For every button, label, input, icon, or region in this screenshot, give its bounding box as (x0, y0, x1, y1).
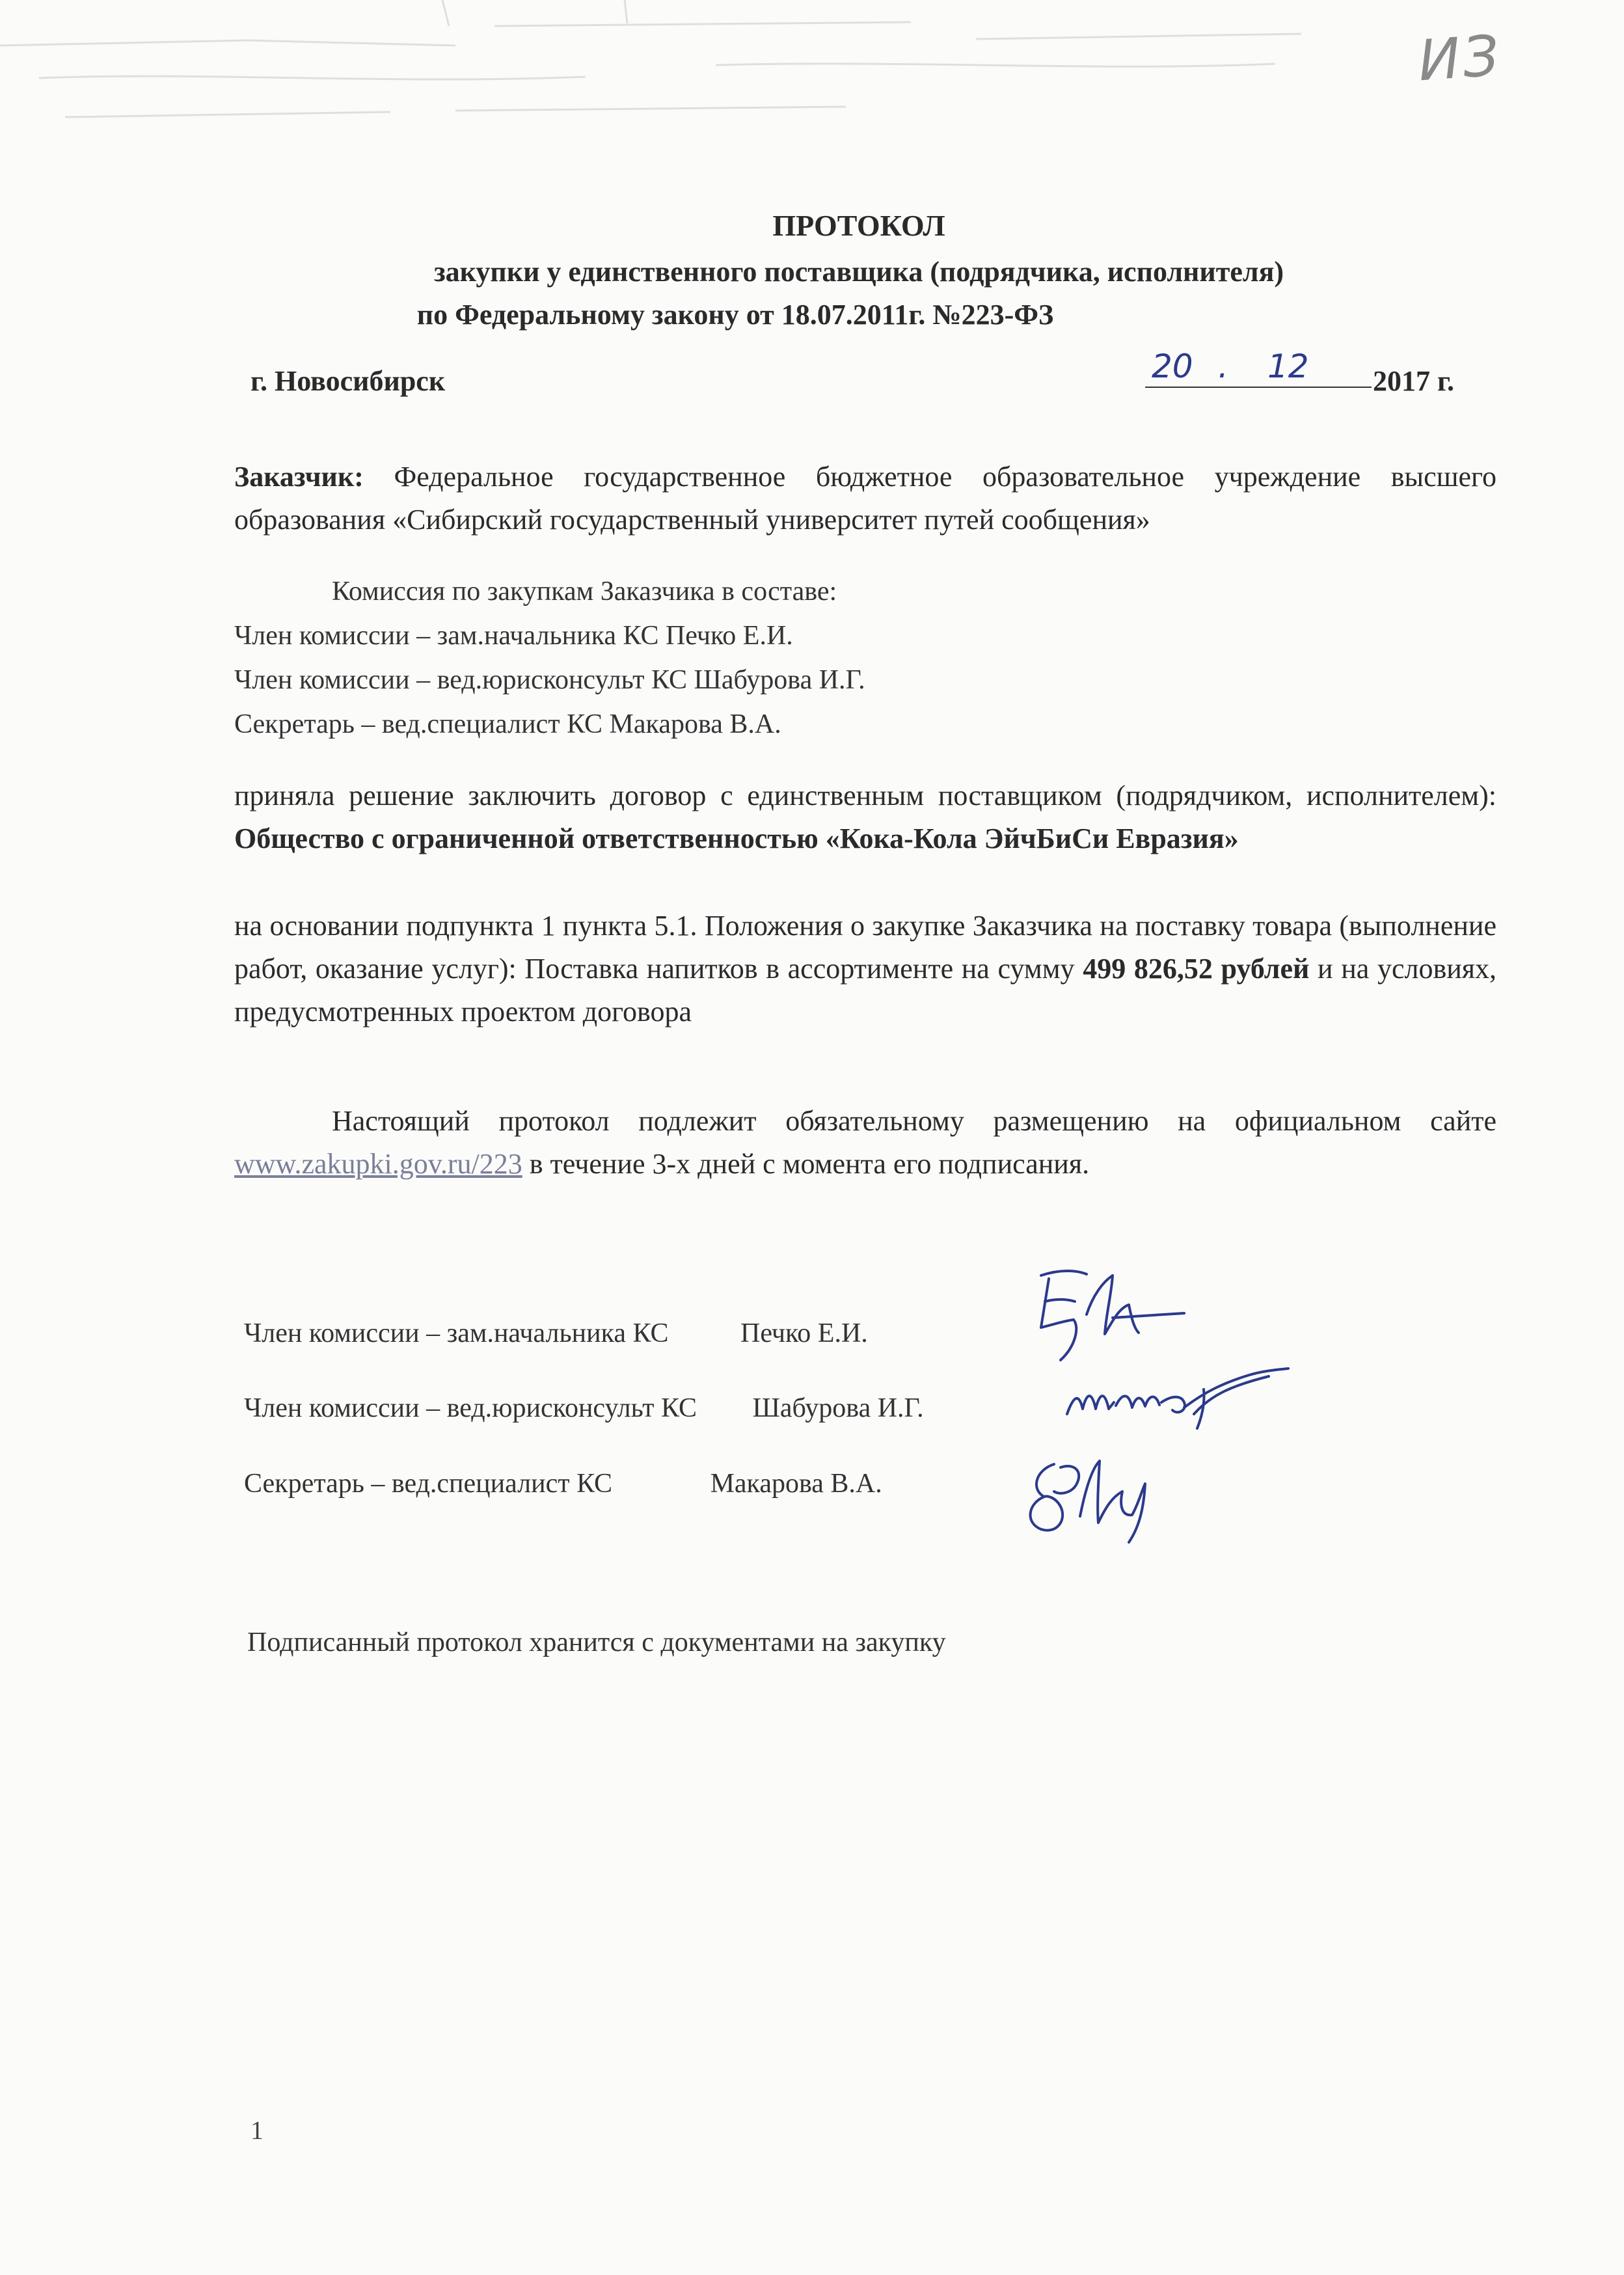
document-title: ПРОТОКОЛ (772, 209, 945, 242)
corner-handwritten-mark: ИЗ (1416, 23, 1504, 94)
basis-text-end: и на условиях, предусмотренных проектом договора (234, 953, 1497, 1028)
committee-block (234, 569, 865, 746)
signatory-role: Член комиссии – зам.начальника КС (244, 1318, 669, 1348)
contract-amount: 499 826,52 рублей (1083, 953, 1310, 985)
decision-paragraph (234, 774, 1496, 860)
document-subtitle: закупки у единственного поставщика (подрядчика, исполнителя) (433, 256, 1284, 288)
place-of-issue: г. Новосибирск (250, 365, 446, 397)
supplier-name: Общество с ограниченной ответственностью «Кока-Кола ЭйчБиСи Евразия» (234, 823, 1239, 854)
publication-text-end: в течение 3-х дней с момента его подписания. (529, 1148, 1090, 1180)
signature-makarova (1015, 1445, 1171, 1549)
signature-row-shaburova (244, 1393, 924, 1424)
zakupki-link[interactable]: www.zakupki.gov.ru/223 (234, 1148, 522, 1180)
signatory-name: Макарова В.А. (710, 1469, 882, 1499)
page-number: 1 (250, 2116, 264, 2145)
committee-member: Секретарь – вед.специалист КС Макарова В.А. (234, 709, 781, 739)
publication-paragraph (234, 1100, 1496, 1186)
decision-text: приняла решение заключить договор с единственным поставщиком (подрядчиком, исполнителем): (234, 780, 1496, 811)
date-underline (1145, 387, 1372, 388)
signature-row-makarova (244, 1468, 882, 1499)
signatory-name: Печко Е.И. (740, 1318, 868, 1348)
customer-label: Заказчик: (234, 461, 364, 493)
committee-intro: Комиссия по закупкам Заказчика в составе: (332, 577, 837, 606)
signatory-role: Секретарь – вед.специалист КС (244, 1469, 613, 1499)
publication-text: Настоящий протокол подлежит обязательному размещению на официальном сайте (332, 1105, 1496, 1137)
document-law-reference: по Федеральному закону от 18.07.2011г. №223-ФЗ (416, 299, 1054, 331)
customer-paragraph (234, 456, 1496, 541)
document-date (1145, 345, 1483, 397)
date-day-handwritten: 20 (1152, 347, 1193, 385)
date-month-handwritten: 12 (1267, 347, 1309, 385)
storage-note: Подписанный протокол хранится с документами на закупку (247, 1628, 946, 1657)
bleed-through-marks (0, 0, 1624, 169)
date-separator: . (1218, 347, 1228, 385)
signatory-role: Член комиссии – вед.юрисконсульт КС (244, 1393, 697, 1423)
signature-row-pechko (244, 1318, 868, 1349)
basis-paragraph (234, 905, 1496, 1033)
signature-shaburova (1054, 1357, 1301, 1435)
customer-text: Федеральное государственное бюджетное образовательное учреждение высшего образования «Сибирский государственный университет путей сообщения» (234, 461, 1496, 536)
committee-member: Член комиссии – вед.юрисконсульт КС Шабурова И.Г. (234, 665, 865, 695)
committee-member: Член комиссии – зам.начальника КС Печко Е.И. (234, 621, 793, 651)
signatory-name: Шабурова И.Г. (752, 1393, 924, 1423)
basis-text: на основании подпункта 1 пункта 5.1. Положения о закупке Заказчика на поставку товара (выполнение работ, оказание услуг): Поставка напитков в ассортименте на сумму (234, 910, 1496, 985)
date-year: 2017 г. (1373, 365, 1455, 397)
